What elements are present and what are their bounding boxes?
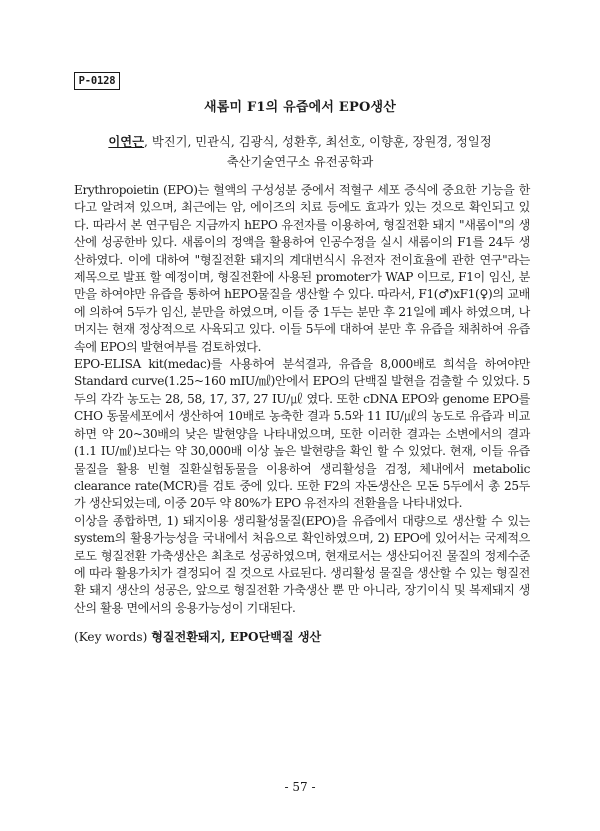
affiliation: 축산기술연구소 유전공학과 [226, 155, 374, 169]
keywords-line [74, 628, 530, 645]
co-authors: , 박진기, 민관식, 김광식, 성환후, 최선호, 이향훈, 장원경, 정일정 [144, 135, 492, 149]
poster-code: P-0128 [74, 72, 120, 90]
abstract-paragraph: Erythropoietin (EPO)는 혈액의 구성성분 중에서 적혈구 세포 증식에 중요한 기능을 한다고 알려져 있으며, 최근에는 암, 에이즈의 치료 등에도 효과가 있는 것으로 확인되고 있다. 따라서 본 연구팀은 지금까지 hEPO 유전자를 이용하여, 형질전환 돼지 "새롬이"의 생산에 성공한바 있다. 새롬이의 정액을 활용하여 인공수정을 실시 새롬이의 F1를 24두 생산하였다. 이에 대하여 "형질전환 돼지의 계대번식시 유전자 전이효율에 관한 연구"라는 제목으로 발표 할 예정이며, 형질전환에 사용된 promoter가 WAP 이므로, F1이 임신, 분만을 하여야만 유즙을 통하여 hEPO물질을 생산할 수 있다. 따라서, F1(♂)xF1(♀)의 교배에 의하여 5두가 임신, 분만을 하였으며, 이들 중 1두는 분만 후 21일에 폐사 하였으며, 나머지는 현재 정상적으로 사육되고 있다. 이들 5두에 대하여 분만 후 유즙을 채취하여 유즙속에 EPO의 발현여부를 검토하였다. [74, 183, 530, 354]
author-list [0, 132, 600, 150]
abstract-body [74, 182, 530, 617]
paper-title: 새롬미 F1의 유즙에서 EPO생산 [203, 100, 397, 115]
keywords-label: (Key words) [74, 630, 148, 644]
abstract-paragraph: EPO-ELISA kit(medac)를 사용하여 분석결과, 유즙을 8,000배로 희석을 하여야만 Standard curve(1.25~160 mIU/㎖)안에서 EPO의 단백질 발현을 검출할 수 있었다. 5두의 각각 농도는 28, 58, 17, 37, 27 IU/㎕ 였다. 또한 cDNA EPO와 genome EPO를 CHO 동물세포에서 생산하여 10배로 농축한 결과 5.5와 11 IU/㎕의 농도로 유즙과 비교하면 약 20~30배의 낮은 발현양을 나타내었으며, 또한 이러한 결과는 소변에서의 결과(1.1 IU/㎖)보다는 약 30,000배 이상 높은 발현량을 확인 할 수 있었다. 현재, 이들 유즙 물질을 활용 빈혈 질환실험동물을 이용하여 생리활성을 검정, 체내에서 metabolic clearance rate(MCR)를 검토 중에 있다. 또한 F2의 자돈생산은 모돈 5두에서 총 25두가 생산되었는데, 이중 20두 약 80%가 EPO 유전자의 전환율을 나타내었다. [74, 357, 530, 511]
lead-author: 이연근 [108, 134, 144, 149]
keywords-value: 형질전환돼지, EPO단백질 생산 [151, 630, 322, 644]
page-number: - 57 - [284, 780, 316, 794]
abstract-paragraph: 이상을 종합하면, 1) 돼지이용 생리활성물질(EPO)을 유즙에서 대량으로 생산할 수 있는 system의 활용가능성을 국내에서 처음으로 확인하였으며, 2) EPO에 있어서는 국제적으로도 형질전환 가축생산은 최초로 성공하였으며, 현재로서는 생산되어진 물질의 정제수준에 따라 활용가치가 결정되어 질 것으로 사료된다. 생리활성 물질을 생산할 수 있는 형질전환 돼지 생산의 성공은, 앞으로 형질전환 가축생산 뿐 만 아니라, 장기이식 및 복제돼지 생산의 활용 면에서의 응용가능성이 기대된다. [74, 513, 530, 615]
